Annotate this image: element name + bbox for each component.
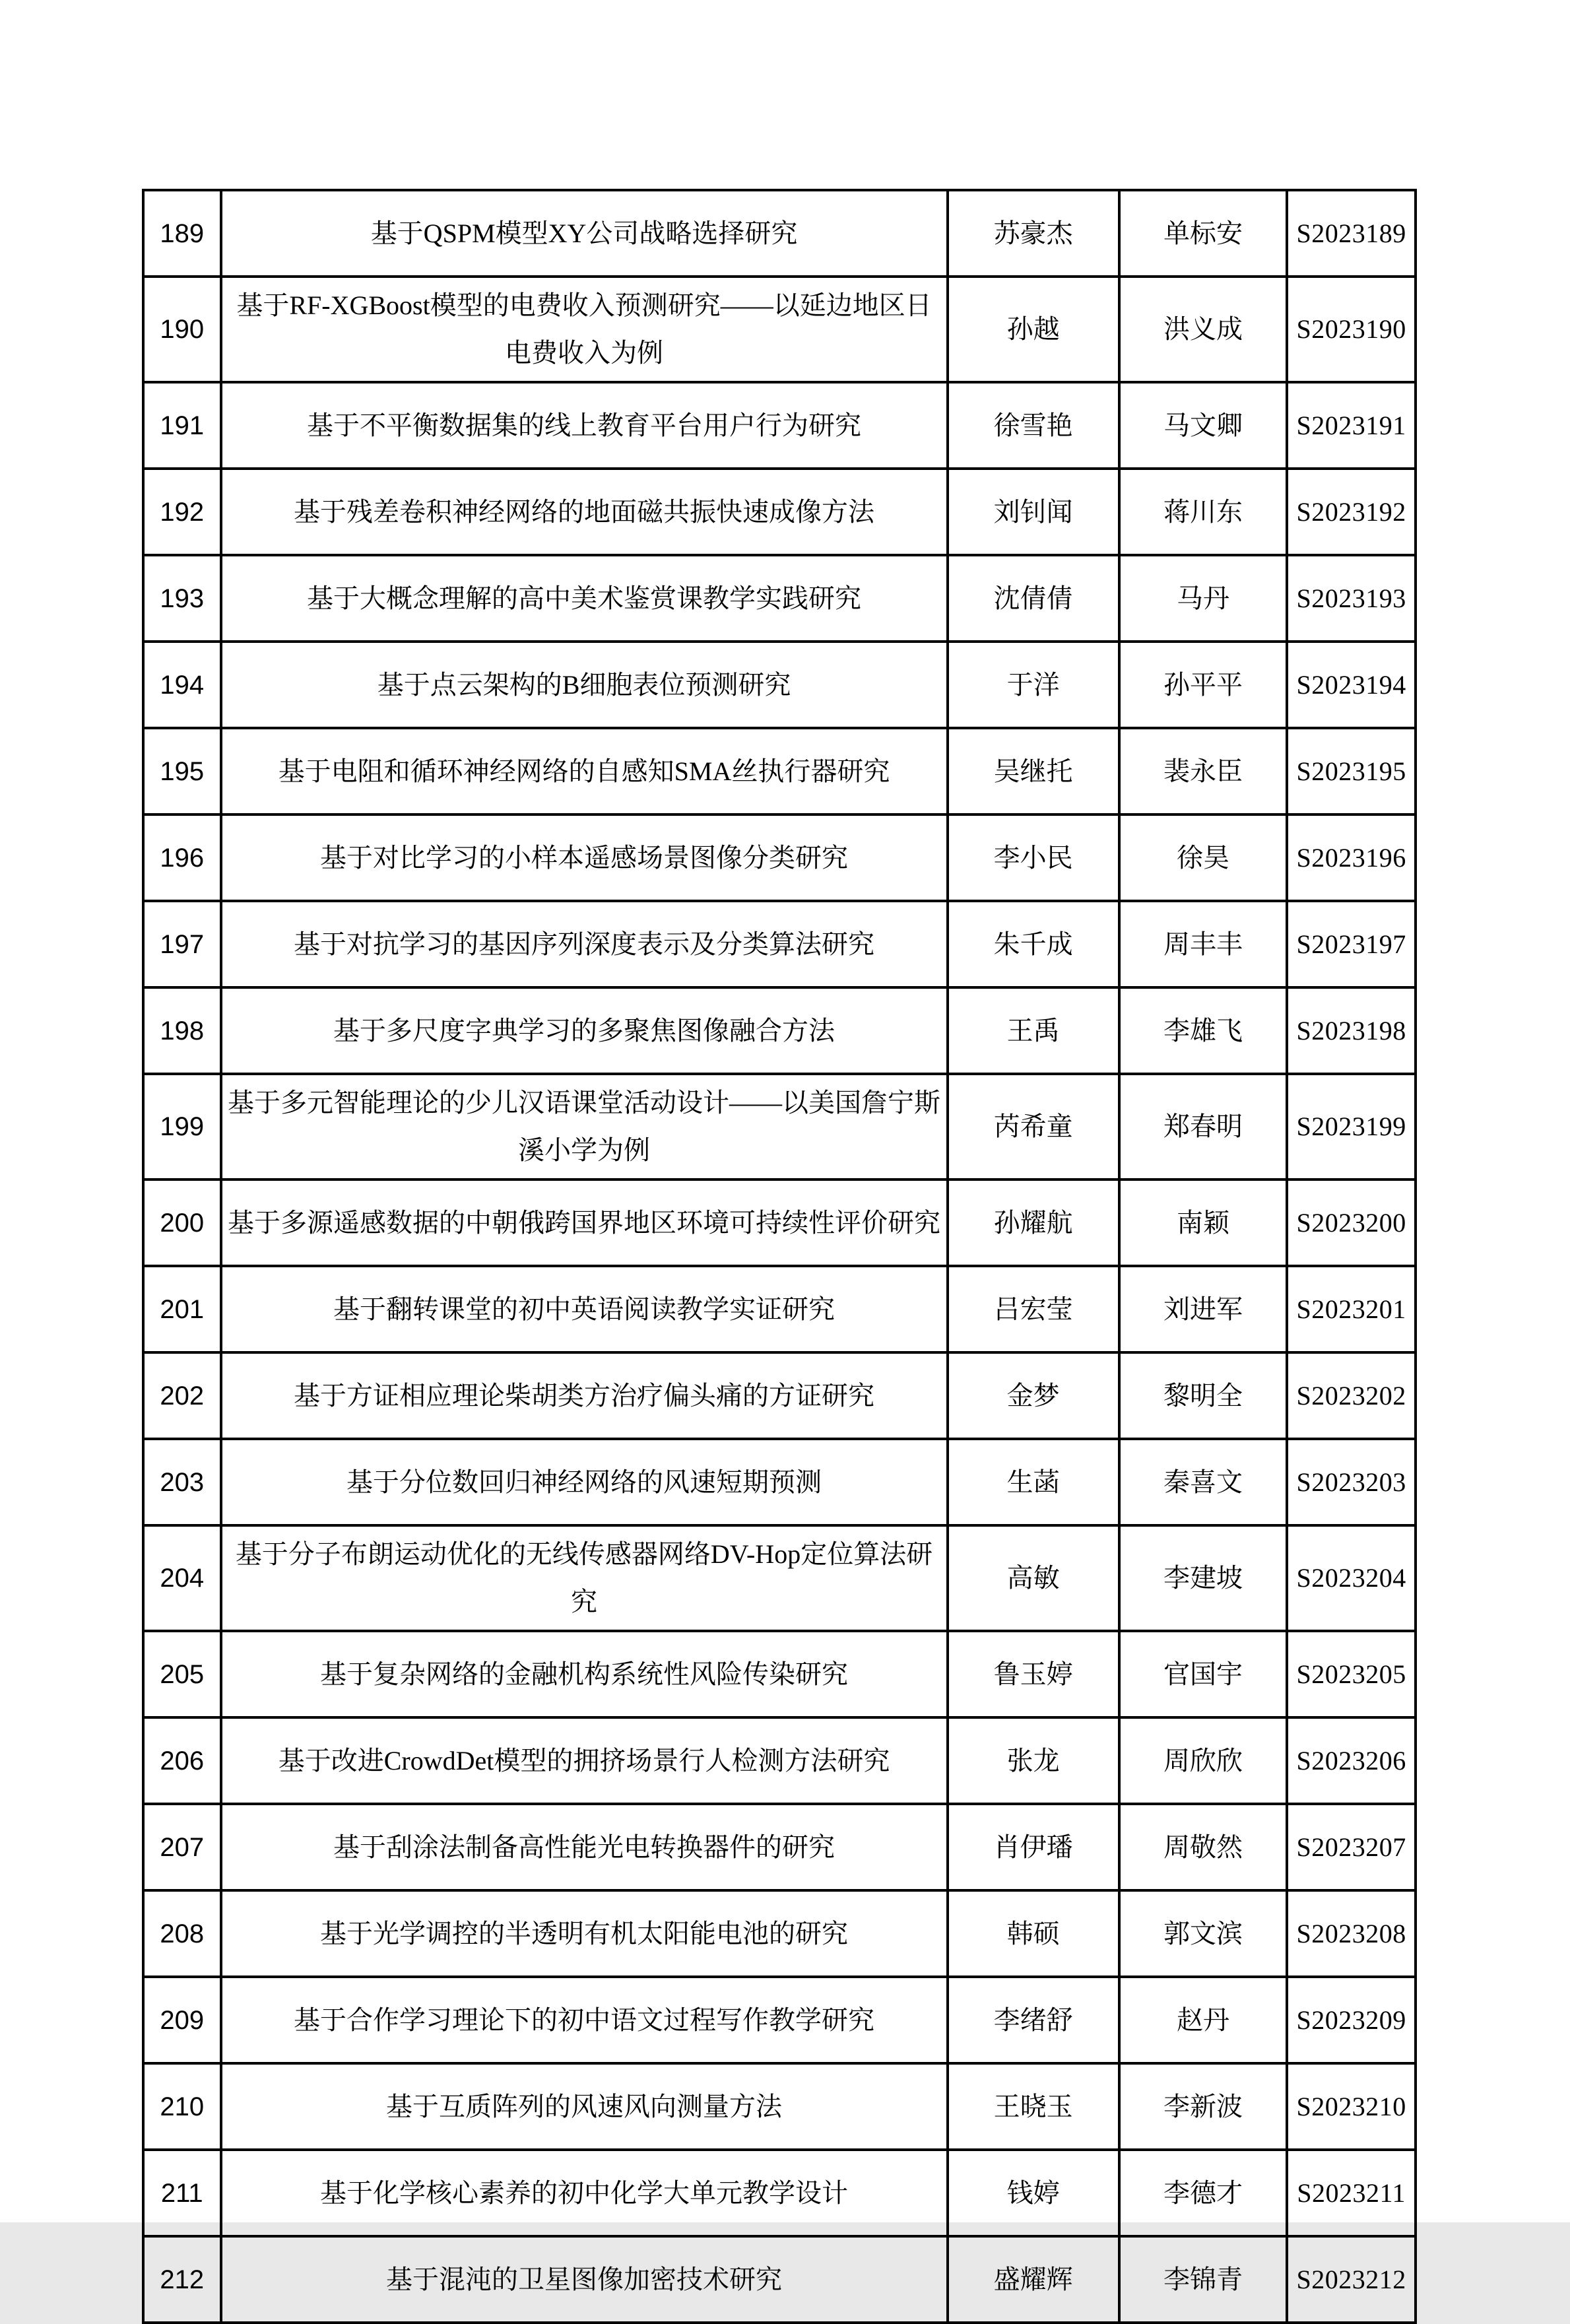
student-name-cell: 肖伊璠 <box>948 1804 1119 1890</box>
table-row <box>143 1439 1416 1525</box>
row-number-cell: 210 <box>143 2063 221 2150</box>
student-name-cell: 韩硕 <box>948 1890 1119 1977</box>
row-number-cell: 208 <box>143 1890 221 1977</box>
advisor-name-cell: 李雄飞 <box>1119 987 1287 1074</box>
row-number-cell: 198 <box>143 987 221 1074</box>
advisor-name-cell: 马文卿 <box>1119 382 1287 469</box>
thesis-title-cell: 基于点云架构的B细胞表位预测研究 <box>221 642 948 728</box>
row-number-cell: 195 <box>143 728 221 814</box>
advisor-name-cell: 郑春明 <box>1119 1074 1287 1179</box>
thesis-title-cell: 基于方证相应理论柴胡类方治疗偏头痛的方证研究 <box>221 1352 948 1439</box>
thesis-title-cell: 基于互质阵列的风速风向测量方法 <box>221 2063 948 2150</box>
student-id-cell: S2023193 <box>1287 555 1416 642</box>
student-name-cell: 鲁玉婷 <box>948 1631 1119 1717</box>
row-number-cell: 201 <box>143 1266 221 1352</box>
thesis-title-cell: 基于RF-XGBoost模型的电费收入预测研究——以延边地区日电费收入为例 <box>221 277 948 382</box>
student-id-cell: S2023206 <box>1287 1717 1416 1804</box>
thesis-title-cell: 基于刮涂法制备高性能光电转换器件的研究 <box>221 1804 948 1890</box>
thesis-title-cell: 基于多尺度字典学习的多聚焦图像融合方法 <box>221 987 948 1074</box>
student-id-cell: S2023209 <box>1287 1977 1416 2063</box>
advisor-name-cell: 秦喜文 <box>1119 1439 1287 1525</box>
advisor-name-cell: 郭文滨 <box>1119 1890 1287 1977</box>
student-id-cell: S2023194 <box>1287 642 1416 728</box>
advisor-name-cell: 徐昊 <box>1119 814 1287 901</box>
thesis-title-cell: 基于不平衡数据集的线上教育平台用户行为研究 <box>221 382 948 469</box>
student-name-cell: 刘钊闻 <box>948 469 1119 555</box>
table-row <box>143 1179 1416 1266</box>
advisor-name-cell: 洪义成 <box>1119 277 1287 382</box>
student-name-cell: 张龙 <box>948 1717 1119 1804</box>
student-name-cell: 苏豪杰 <box>948 190 1119 277</box>
advisor-name-cell: 周欣欣 <box>1119 1717 1287 1804</box>
table-row <box>143 987 1416 1074</box>
student-id-cell: S2023212 <box>1287 2236 1416 2323</box>
table-row <box>143 1717 1416 1804</box>
student-id-cell: S2023205 <box>1287 1631 1416 1717</box>
advisor-name-cell: 周丰丰 <box>1119 901 1287 987</box>
row-number-cell: 205 <box>143 1631 221 1717</box>
row-number-cell: 211 <box>143 2150 221 2236</box>
table-row <box>143 382 1416 469</box>
row-number-cell: 199 <box>143 1074 221 1179</box>
thesis-title-cell: 基于改进CrowdDet模型的拥挤场景行人检测方法研究 <box>221 1717 948 1804</box>
table-body <box>143 190 1416 2323</box>
table-row <box>143 901 1416 987</box>
thesis-list-table-container <box>142 189 1417 2324</box>
advisor-name-cell: 官国宇 <box>1119 1631 1287 1717</box>
row-number-cell: 202 <box>143 1352 221 1439</box>
thesis-title-cell: 基于分位数回归神经网络的风速短期预测 <box>221 1439 948 1525</box>
advisor-name-cell: 刘进军 <box>1119 1266 1287 1352</box>
thesis-title-cell: 基于分子布朗运动优化的无线传感器网络DV-Hop定位算法研究 <box>221 1525 948 1631</box>
row-number-cell: 197 <box>143 901 221 987</box>
row-number-cell: 212 <box>143 2236 221 2323</box>
thesis-title-cell: 基于复杂网络的金融机构系统性风险传染研究 <box>221 1631 948 1717</box>
advisor-name-cell: 李德才 <box>1119 2150 1287 2236</box>
row-number-cell: 203 <box>143 1439 221 1525</box>
advisor-name-cell: 裴永臣 <box>1119 728 1287 814</box>
student-name-cell: 盛耀辉 <box>948 2236 1119 2323</box>
student-id-cell: S2023201 <box>1287 1266 1416 1352</box>
student-name-cell: 金梦 <box>948 1352 1119 1439</box>
advisor-name-cell: 赵丹 <box>1119 1977 1287 2063</box>
row-number-cell: 209 <box>143 1977 221 2063</box>
row-number-cell: 207 <box>143 1804 221 1890</box>
student-id-cell: S2023190 <box>1287 277 1416 382</box>
advisor-name-cell: 李新波 <box>1119 2063 1287 2150</box>
student-id-cell: S2023208 <box>1287 1890 1416 1977</box>
thesis-title-cell: 基于大概念理解的高中美术鉴赏课教学实践研究 <box>221 555 948 642</box>
student-id-cell: S2023211 <box>1287 2150 1416 2236</box>
table-row <box>143 814 1416 901</box>
advisor-name-cell: 南颖 <box>1119 1179 1287 1266</box>
row-number-cell: 191 <box>143 382 221 469</box>
student-id-cell: S2023197 <box>1287 901 1416 987</box>
table-row <box>143 190 1416 277</box>
table-row <box>143 2063 1416 2150</box>
table-row <box>143 277 1416 382</box>
table-row <box>143 2150 1416 2236</box>
thesis-title-cell: 基于对比学习的小样本遥感场景图像分类研究 <box>221 814 948 901</box>
student-name-cell: 孙耀航 <box>948 1179 1119 1266</box>
table-row <box>143 728 1416 814</box>
row-number-cell: 192 <box>143 469 221 555</box>
student-id-cell: S2023196 <box>1287 814 1416 901</box>
table-row <box>143 1890 1416 1977</box>
student-name-cell: 钱婷 <box>948 2150 1119 2236</box>
student-id-cell: S2023210 <box>1287 2063 1416 2150</box>
student-id-cell: S2023198 <box>1287 987 1416 1074</box>
row-number-cell: 206 <box>143 1717 221 1804</box>
table-row <box>143 642 1416 728</box>
student-name-cell: 芮希童 <box>948 1074 1119 1179</box>
table-row <box>143 1352 1416 1439</box>
thesis-title-cell: 基于翻转课堂的初中英语阅读教学实证研究 <box>221 1266 948 1352</box>
row-number-cell: 196 <box>143 814 221 901</box>
row-number-cell: 200 <box>143 1179 221 1266</box>
table-row <box>143 1266 1416 1352</box>
student-id-cell: S2023200 <box>1287 1179 1416 1266</box>
student-id-cell: S2023207 <box>1287 1804 1416 1890</box>
thesis-title-cell: 基于残差卷积神经网络的地面磁共振快速成像方法 <box>221 469 948 555</box>
table-row <box>143 1074 1416 1179</box>
student-id-cell: S2023202 <box>1287 1352 1416 1439</box>
thesis-title-cell: 基于对抗学习的基因序列深度表示及分类算法研究 <box>221 901 948 987</box>
thesis-title-cell: 基于多元智能理论的少儿汉语课堂活动设计——以美国詹宁斯溪小学为例 <box>221 1074 948 1179</box>
table-row <box>143 1525 1416 1631</box>
row-number-cell: 193 <box>143 555 221 642</box>
thesis-title-cell: 基于多源遥感数据的中朝俄跨国界地区环境可持续性评价研究 <box>221 1179 948 1266</box>
student-name-cell: 沈倩倩 <box>948 555 1119 642</box>
student-id-cell: S2023203 <box>1287 1439 1416 1525</box>
thesis-title-cell: 基于化学核心素养的初中化学大单元教学设计 <box>221 2150 948 2236</box>
row-number-cell: 194 <box>143 642 221 728</box>
table-row <box>143 1804 1416 1890</box>
student-name-cell: 吕宏莹 <box>948 1266 1119 1352</box>
advisor-name-cell: 孙平平 <box>1119 642 1287 728</box>
table-row <box>143 2236 1416 2323</box>
student-name-cell: 李小民 <box>948 814 1119 901</box>
student-name-cell: 高敏 <box>948 1525 1119 1631</box>
advisor-name-cell: 黎明全 <box>1119 1352 1287 1439</box>
thesis-title-cell: 基于光学调控的半透明有机太阳能电池的研究 <box>221 1890 948 1977</box>
student-name-cell: 于洋 <box>948 642 1119 728</box>
student-name-cell: 王晓玉 <box>948 2063 1119 2150</box>
student-name-cell: 徐雪艳 <box>948 382 1119 469</box>
student-name-cell: 生菡 <box>948 1439 1119 1525</box>
advisor-name-cell: 李锦青 <box>1119 2236 1287 2323</box>
thesis-title-cell: 基于电阻和循环神经网络的自感知SMA丝执行器研究 <box>221 728 948 814</box>
advisor-name-cell: 马丹 <box>1119 555 1287 642</box>
student-name-cell: 吴继托 <box>948 728 1119 814</box>
thesis-list-table <box>142 189 1417 2324</box>
thesis-title-cell: 基于QSPM模型XY公司战略选择研究 <box>221 190 948 277</box>
row-number-cell: 190 <box>143 277 221 382</box>
advisor-name-cell: 李建坡 <box>1119 1525 1287 1631</box>
student-name-cell: 王禹 <box>948 987 1119 1074</box>
table-row <box>143 555 1416 642</box>
advisor-name-cell: 单标安 <box>1119 190 1287 277</box>
table-row <box>143 469 1416 555</box>
row-number-cell: 204 <box>143 1525 221 1631</box>
student-id-cell: S2023192 <box>1287 469 1416 555</box>
student-id-cell: S2023199 <box>1287 1074 1416 1179</box>
thesis-title-cell: 基于合作学习理论下的初中语文过程写作教学研究 <box>221 1977 948 2063</box>
student-id-cell: S2023191 <box>1287 382 1416 469</box>
row-number-cell: 189 <box>143 190 221 277</box>
advisor-name-cell: 周敬然 <box>1119 1804 1287 1890</box>
table-row <box>143 1631 1416 1717</box>
student-id-cell: S2023189 <box>1287 190 1416 277</box>
student-id-cell: S2023195 <box>1287 728 1416 814</box>
table-row <box>143 1977 1416 2063</box>
advisor-name-cell: 蒋川东 <box>1119 469 1287 555</box>
student-id-cell: S2023204 <box>1287 1525 1416 1631</box>
student-name-cell: 孙越 <box>948 277 1119 382</box>
thesis-title-cell: 基于混沌的卫星图像加密技术研究 <box>221 2236 948 2323</box>
student-name-cell: 李绪舒 <box>948 1977 1119 2063</box>
student-name-cell: 朱千成 <box>948 901 1119 987</box>
